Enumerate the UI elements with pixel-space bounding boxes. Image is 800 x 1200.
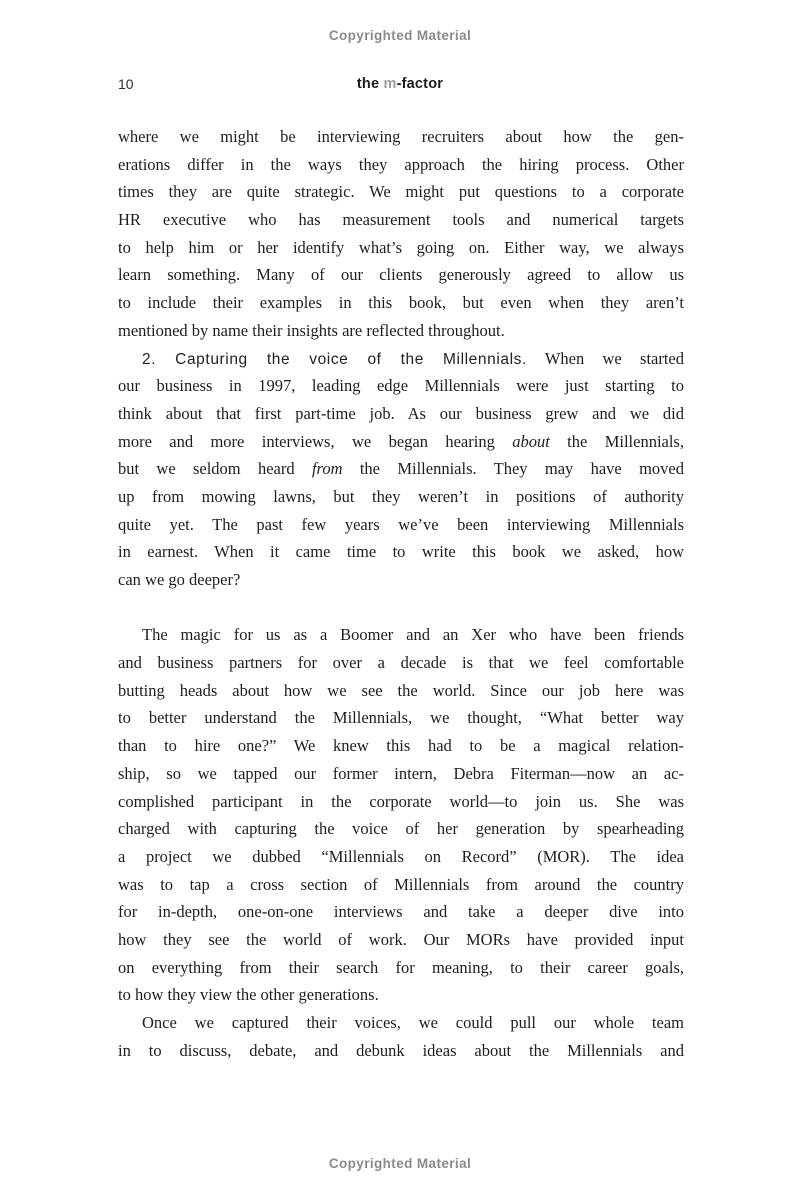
text-line <box>118 261 684 289</box>
text-line <box>118 151 684 179</box>
text-segment: was to tap a cross section of Millennials from around the country <box>118 874 684 894</box>
text-segment: can we go deeper? <box>118 570 241 589</box>
text-line <box>118 815 684 843</box>
paragraph <box>118 345 684 594</box>
text-segment: in to discuss, debate, and debunk ideas about the Millennials and <box>118 1040 684 1060</box>
text-line <box>118 566 684 594</box>
text-line <box>118 760 684 788</box>
text-segment: in earnest. When it came time to write this book we asked, how <box>118 542 684 562</box>
text-line <box>118 538 684 566</box>
text-line <box>118 926 684 954</box>
text-line <box>118 483 684 511</box>
text-line <box>118 954 684 982</box>
text-segment: to better understand the Millennials, we thought, “What better way <box>118 708 684 728</box>
text-line <box>118 400 684 428</box>
text-segment: times they are quite strategic. We might put questions to a corporate <box>118 182 684 202</box>
text-segment: for in-depth, one-on-one interviews and take a deeper dive into <box>118 902 684 922</box>
text-line <box>118 677 684 705</box>
text-line <box>118 317 684 345</box>
text-segment: from <box>311 459 343 479</box>
text-segment: learn something. Many of our clients generously agreed to allow us <box>118 265 684 285</box>
text-line <box>118 898 684 926</box>
copyright-banner-bottom: Copyrighted Material <box>328 1156 472 1171</box>
text-segment: to how they view the other generations. <box>118 985 379 1005</box>
text-segment: to include their examples in this book, but even when they aren’t <box>118 293 684 313</box>
text-line <box>118 372 684 400</box>
text-line <box>118 178 684 206</box>
book-title <box>0 76 800 92</box>
text-segment: erations differ in the ways they approach the hiring process. Other <box>118 154 684 174</box>
text-segment: HR executive who has measurement tools and numerical targets <box>118 210 684 230</box>
inline-section-heading: 2. Capturing the voice of the Millennials. <box>142 350 527 368</box>
text-line <box>118 428 684 456</box>
text-segment: the Millennials, <box>549 431 684 451</box>
text-line <box>118 455 684 483</box>
text-segment: up from mowing lawns, but they weren’t in positions of authority <box>118 486 684 506</box>
text-segment: but we seldom heard <box>118 459 312 479</box>
text-line <box>118 981 684 1009</box>
text-line <box>118 732 684 760</box>
text-line <box>118 234 684 262</box>
text-segment: the Millennials. They may have moved <box>342 459 684 479</box>
text-segment: to help him or her identify what’s going on. Either way, we always <box>118 237 684 257</box>
text-line <box>118 511 684 539</box>
text-segment: The magic for us as a Boomer and an Xer who have been friends <box>142 625 684 645</box>
text-segment: on everything from their search for meaning, to their career goals, <box>118 957 684 977</box>
text-segment: than to hire one?” We knew this had to be a magical relation- <box>118 736 684 756</box>
text-line <box>118 206 684 234</box>
text-segment: think about that first part-time job. As our business grew and we did <box>118 403 684 423</box>
text-line <box>118 871 684 899</box>
text-segment: When we started <box>526 348 684 368</box>
paragraph <box>118 1009 684 1064</box>
book-title-post: -factor <box>396 76 444 92</box>
text-segment: ship, so we tapped our former intern, Debra Fiterman—now an ac- <box>118 763 684 783</box>
text-segment: charged with capturing the voice of her generation by spearheading <box>118 819 684 839</box>
text-line <box>118 345 684 373</box>
text-line <box>118 289 684 317</box>
text-segment: more and more interviews, we began hearing <box>118 431 513 451</box>
paragraph <box>118 123 684 345</box>
text-segment: mentioned by name their insights are reflected throughout. <box>118 320 505 340</box>
book-title-m: m <box>383 76 397 92</box>
text-segment: where we might be interviewing recruiters about how the gen- <box>118 127 684 146</box>
text-segment: a project we dubbed “Millennials on Record” (MOR). The idea <box>118 846 684 866</box>
text-segment: Once we captured their voices, we could pull our whole team <box>142 1013 684 1032</box>
text-segment: our business in 1997, leading edge Millennials were just starting to <box>118 376 684 396</box>
text-segment: how they see the world of work. Our MORs have provided input <box>118 929 684 949</box>
text-line <box>118 843 684 871</box>
text-line <box>118 1009 684 1037</box>
copyright-banner-top: Copyrighted Material <box>328 28 472 43</box>
book-title-pre: the <box>356 76 384 92</box>
page-number: 10 <box>118 76 134 92</box>
text-line <box>118 649 684 677</box>
text-segment: about <box>512 431 550 451</box>
text-line <box>118 1037 684 1065</box>
text-segment: quite yet. The past few years we’ve been interviewing Millennials <box>118 514 684 534</box>
running-header <box>0 76 800 96</box>
paragraph <box>118 621 684 1009</box>
text-segment: butting heads about how we see the world. Since our job here was <box>118 680 684 700</box>
text-segment: complished participant in the corporate world—to join us. She was <box>118 791 684 811</box>
page-body <box>118 123 684 1064</box>
text-line <box>118 704 684 732</box>
text-line <box>118 621 684 649</box>
text-line <box>118 788 684 816</box>
text-segment: and business partners for over a decade is that we feel comfortable <box>118 653 684 673</box>
text-line <box>118 123 684 151</box>
